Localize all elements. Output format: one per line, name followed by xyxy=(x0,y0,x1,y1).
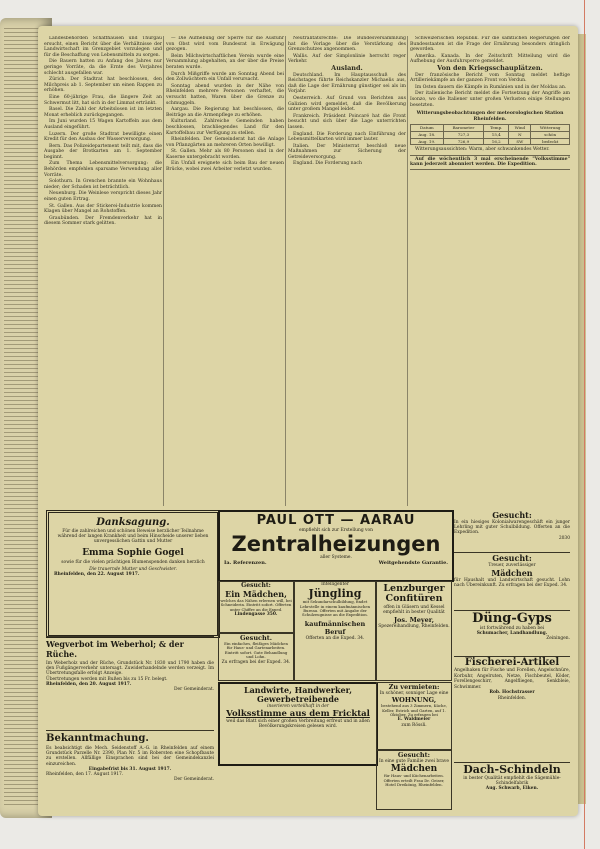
article-paragraph: Kulturland. Zahlreiche Gemeinden haben beschlossen, brachliegendes Land für den Kartoffelbau zur Verfügung zu stellen. xyxy=(166,119,284,136)
ad-gesucht-lehrling xyxy=(454,510,570,550)
ad-title: Wegverbot im Weberhol; & der Rüche. xyxy=(46,639,184,659)
ad-title: Gesucht: xyxy=(241,582,271,589)
ad-text: In schöner, sonniger Lage eine xyxy=(379,691,449,696)
ad-name: Rob. Hochstrasser xyxy=(489,690,535,696)
column-rule xyxy=(407,36,408,506)
table-header: Barometer xyxy=(443,125,483,132)
ad-reference: Rheinfelden. xyxy=(497,695,527,701)
column-rule xyxy=(285,36,286,506)
article-paragraph: Amerika. Kanada. In der Zeitschrift Mitteilung wird die Aufhebung der Ausfuhrsperre gemeldet. xyxy=(410,53,570,65)
ad-reference: Lindengasse 350. xyxy=(234,612,278,618)
ad-headline: Jüngling xyxy=(308,587,362,601)
table-cell: 726,9 xyxy=(443,138,483,145)
article-paragraph: Schweizerischen Republik. Für die sämtlichen Regierungen der Bundesstaaten ist die Frage der Ernährung besonders dringlich geworden. xyxy=(410,36,570,53)
subscription-notice: Auf die wöchentlich 3 mal erscheinende "Volksstimme" kann jederzeit abonniert werden. Die Expedition. xyxy=(410,155,570,170)
ad-text: Angelhaken für Fische und Forellen, Angelschnüre, Korbuhr, Angelruten, Netze, Fischbeutel, Köder, Forellengeschirr, Angelfliegen, Senkbleie, Schwimmer. xyxy=(454,668,570,690)
article-paragraph: Wallis. Auf der Simplonlinie herrscht reger Verkehr. xyxy=(288,53,406,65)
article-continuation: England. Die Forderung nach xyxy=(293,161,362,167)
weather-forecast: Witterungsaussichten: Warm, aber schwankendes Wetter. xyxy=(415,147,550,153)
ad-headline: Dach-Schindeln xyxy=(463,763,561,776)
article-column-4 xyxy=(410,36,570,506)
article-paragraph: Ein Unfall ereignete sich beim Bau der neuen Brücke, wobei zwei Arbeiter verletzt wurden. xyxy=(166,161,284,173)
ad-fischerei-artikel xyxy=(454,656,570,761)
article-paragraph: — Die Aufhebung der Sperre für die Ausfuhr von Obst wird vom Bundesrat in Erwägung gezogen. xyxy=(166,36,284,53)
ad-headline: Volksstimme aus dem Fricktal xyxy=(226,709,370,720)
ad-title: Gesucht: xyxy=(492,510,532,520)
ad-danksagung xyxy=(46,510,220,638)
ad-name: Jos. Meyer, xyxy=(393,616,435,625)
column-rule xyxy=(163,36,164,506)
ad-text: sowie für die vielen prächtigen Blumenspenden danken herzlich xyxy=(61,559,205,565)
ad-text: für Haus- und Küchenarbeiten. Offerten erteilt Frau Dr. Geiser, Hotel Dreikönig, Rheinfelden. xyxy=(383,773,445,788)
ad-text: Treuer, zuverlässiger xyxy=(488,563,536,568)
ad-reference: Zeiningen. xyxy=(546,636,570,642)
ad-reference: zum Rössli. xyxy=(401,722,427,728)
article-paragraph: Oesterreich. Auf Grund von Berichten aus Galizien wird gemeldet, daß die Bevölkerung unter großem Mangel leidet. xyxy=(288,95,406,113)
ad-reference: Zu erfragen bei der Exped. 34. xyxy=(221,659,291,665)
ad-headline: Mädchen xyxy=(491,568,533,579)
article-paragraph: Basel. Die Zahl der Arbeitslosen ist im letzten Monat erheblich zurückgegangen. xyxy=(44,107,162,118)
article-paragraph: England. Die Forderung nach Einführung der Lebensmittelkarten wird immer lauter. xyxy=(288,131,406,143)
ad-text: welches das Nähen erlernen will, bei Schneiderin. Eintritt sofort. Offerten unter Chiffre an die Exped. xyxy=(220,598,292,612)
article-paragraph: Landesbehörden Schaffhausen und Thurgau ersucht, einen Bericht über die Verhältnisse der Landwirtschaft im Grenzgebiet vorzulegen und für die Beschaffung von Lebensmitteln zu sorgen. xyxy=(44,36,162,58)
article-paragraph: Neuenburg. Die Weinlese verspricht dieses Jahr einen guten Ertrag. xyxy=(44,191,162,203)
ad-text: Es beabsichtigt die Mech. Seidenstoff A.-G. in Rheinfelden auf einem Grundstück Parzelle Nr. 2390, Plan Nr. 5 im Robersten eine Schopfbaute zu erstellen. Allfällige Einsprachen sind bei der Gemeindekanzlei einzureichen. xyxy=(46,746,214,767)
ad-text: aller Systeme. xyxy=(320,555,352,561)
ad-text: Für die zahlreichen und schönen Beweise herzlicher Teilnahme während der langen Krankheit und beim Hinscheide unserer lieben unvergesslichen Gattin und Mutter xyxy=(57,529,209,545)
article-paragraph: Graubünden. Der Fremdenverkehr hat in diesem Sommer stark gelitten. xyxy=(44,215,162,227)
ad-title: Gesucht. xyxy=(239,634,273,642)
weather-table xyxy=(410,124,570,145)
ad-text: bestehend aus 3 Zimmern, Küche, Keller, Estrich und Garten, auf 1. Oktober. Zu erfragen bei xyxy=(381,703,447,718)
ad-text: empfiehlt sich zur Erstellung von xyxy=(298,528,373,533)
section-heading-ausland: Ausland. xyxy=(331,63,363,72)
ad-place-date: Rheinfelden, den 20. August 1917. xyxy=(46,681,132,687)
ad-company-name: PAUL OTT — AARAU xyxy=(256,513,416,528)
ad-title: Zu vermieten: xyxy=(388,683,440,691)
article-paragraph: Italien. Der Ministerrat beschloß neue Maßnahmen zur Sicherung der Getreideversorgung. xyxy=(288,143,406,160)
article-paragraph: Solothurn. In Grenchen brannte ein Wohnhaus nieder; der Schaden ist beträchtlich. xyxy=(44,179,162,190)
ad-text: ist fortwährend zu haben bei xyxy=(479,626,545,631)
article-paragraph: Der italienische Bericht meldet die Fortsetzung der Angriffe am Isonzo, wo die Italiener unter großen Verlusten einige Stellungen besetzten. xyxy=(410,91,570,108)
table-header: Datum xyxy=(411,125,444,132)
ad-text: inserieren vorteilhaft in der xyxy=(267,704,329,709)
ad-reference: Offerten an die Exped. 34. xyxy=(305,635,365,641)
table-cell: 16,2 xyxy=(484,138,509,145)
ad-text: mit Sekundarschulbildung, findet Lehrstelle in einem kaufmännischen Bureau. Offerten mit Angabe der Schulzeugnisse an die Expedition. xyxy=(299,599,371,618)
ad-landwirte-volksstimme xyxy=(218,682,378,766)
ad-name: E. Waldmeier xyxy=(397,717,431,723)
ad-mourner: Die trauernde Mutter und Geschwister. xyxy=(89,566,177,572)
ad-wegverbot xyxy=(46,636,214,729)
article-paragraph: Bern. Das Polizeidepartement teilt mit, dass die Ausgabe der Brotkarten am 1. September beginnt. xyxy=(44,143,162,160)
article-paragraph: Luzern. Der große Stadtrat bewilligte einen Kredit für den Ausbau der Wasserversorgung. xyxy=(44,131,162,143)
table-row xyxy=(411,131,570,138)
ad-headline: Düng-Gyps xyxy=(472,611,552,626)
ad-signature: Der Gemeinderat. xyxy=(174,777,214,783)
ad-text: offen in Gläsern und Kessel empfiehlt in bester Qualität xyxy=(383,605,445,616)
ad-paul-ott xyxy=(218,510,454,582)
ad-name: Aug. Schwarb, Eiken. xyxy=(485,786,539,792)
table-header: Wind xyxy=(509,125,531,132)
ad-title: Gesucht: xyxy=(397,751,431,759)
article-paragraph: Im Osten dauern die Kämpfe in Rumänien und in der Moldau an. xyxy=(415,84,567,90)
ad-zu-vermieten xyxy=(376,682,452,750)
ad-lenzburger-confitueren xyxy=(376,581,452,681)
article-paragraph: Zum Thema Lebensmittelversorgung: die Behörden empfehlen sparsame Verwendung aller Vorräte. xyxy=(44,161,162,178)
article-paragraph: Die Bauern hatten zu Anfang des Jahres nur geringe Vorräte, da die Ernte des Vorjahres schlecht ausgefallen war. xyxy=(44,59,162,76)
ad-text: In eine gute Familie zwei brave xyxy=(379,759,449,764)
ad-headline: Landwirte, Handwerker, Gewerbetreibende xyxy=(243,685,353,704)
ad-deadline: Eingabefrist bis 31. August 1917. xyxy=(88,766,172,772)
ad-bekanntmachung xyxy=(46,730,214,811)
ad-reference: 2030 xyxy=(558,535,570,541)
ad-headline: Fischerei-Artikel xyxy=(464,657,560,668)
article-paragraph: Sonntag abend wurden in der Nähe von Rheinfelden mehrere Personen verhaftet, die versucht hatten, Waren über die Grenze zu schmuggeln. xyxy=(166,83,284,106)
ad-text: Übertretungen werden mit Bußen bis zu 15 Fr. belegt. xyxy=(46,676,168,682)
table-cell: Aug. 18. xyxy=(411,131,444,138)
article-paragraph: Durch Mißgriffe wurde am Sonntag Abend bei den Zollwächtern ein Unfall verursacht. xyxy=(166,71,284,83)
ad-title: Bekanntmachung. xyxy=(46,733,149,744)
ad-signature: Der Gemeinderat. xyxy=(174,687,214,693)
article-paragraph: Rheinfelden. Der Gemeinderat hat die Anlage von Pflanzgärten an mehreren Orten bewilligt. xyxy=(166,137,284,148)
ad-juengling xyxy=(294,581,376,681)
ad-dach-schindeln xyxy=(454,762,570,811)
ad-headline: WOHNUNG, xyxy=(391,696,437,705)
article-paragraph: Aargau. Die Regierung hat beschlossen, die Beiträge an die Armenpflege zu erhöhen. xyxy=(166,107,284,118)
ad-text: In ein hiesiges Kolonialwarengeschäft ein junger Lehrling mit guter Schulbildung. Offerten an die Expedition. xyxy=(454,520,570,536)
article-paragraph: Deutschland. Im Hauptausschuß des Reichstages führte Reichskanzler Michaelis aus, daß die Lage der Ernährung günstiger sei als im Vorjahr. xyxy=(288,72,406,95)
table-header: Temp. xyxy=(484,125,509,132)
table-cell: 727,3 xyxy=(443,131,483,138)
ad-duenggyps xyxy=(454,610,570,655)
ad-text: für Haushalt und Landwirtschaft gesucht. Lohn nach Übereinkunft. Zu erfragen bei der Exped. 34. xyxy=(454,578,570,589)
article-column-3 xyxy=(288,36,406,506)
article-paragraph: Eine 60-jährige Frau, die längere Zeit an Schwermut litt, hat sich in der Limmat ertränkt. xyxy=(44,94,162,106)
ad-name: Emma Sophie Gogel xyxy=(82,547,184,558)
ad-headline: Mädchen xyxy=(390,764,438,775)
table-cell: 15,4 xyxy=(484,131,509,138)
ad-references: Ia. Referenzen. xyxy=(224,560,267,567)
weather-table-title: Witterungsbeobachtungen der meteorologischen Station Rheinfelden. xyxy=(416,111,564,122)
ad-title: Danksagung. xyxy=(96,517,170,528)
table-cell: schön xyxy=(531,131,570,138)
ad-headline: Ein Mädchen, xyxy=(225,589,287,599)
article-paragraph: St. Gallen. Aus der Stickerei-Industrie kommen Klagen über Mangel an Rohstoffen. xyxy=(44,203,162,215)
ad-text: Ein einfaches, fleißiges Mädchen für Haus- und Gartenarbeiten. Eintritt sofort. Gute Behandlung und Lohn. xyxy=(224,641,288,660)
table-header: Witterung xyxy=(531,125,570,132)
ad-headline: Lenzburger Confitüren xyxy=(383,583,445,604)
ad-name: Schumacher, Landhandlung. xyxy=(476,631,548,637)
article-column-2 xyxy=(166,36,284,506)
ad-text: Intelligenter xyxy=(321,582,349,587)
ad-title: Gesucht: xyxy=(492,553,532,563)
ad-gesucht-maedchen-naeherin xyxy=(218,581,294,633)
table-row xyxy=(411,138,570,145)
ad-text: weil das Blatt sich einer großen Verbreitung erfreut und in allen Bevölkerungskreisen gelesen wird. xyxy=(226,719,370,730)
section-heading-kriegsschauplatz: Von den Kriegsschauplätzen. xyxy=(437,63,543,72)
article-paragraph: Zürich. Der Stadtrat hat beschlossen, den Milchpreis ab 1. September um einen Rappen zu erhöhen. xyxy=(44,77,162,94)
table-cell: N xyxy=(509,131,531,138)
article-paragraph: St. Gallen. Mehr als 80 Personen sind in der Kaserne untergebracht worden. xyxy=(166,149,284,160)
article-paragraph: Neutralitätsrechte: Die Bundesversammlung hat die Vorlage über die Verstärkung des Grenzschutzes angenommen. xyxy=(288,36,406,53)
table-cell: SW xyxy=(509,138,531,145)
table-cell: bedeckt xyxy=(531,138,570,145)
scan-border-line xyxy=(584,0,585,849)
article-paragraph: Frankreich. Präsident Poincaré hat die Front besucht und sich über die Lage unterrichten lassen. xyxy=(288,113,406,130)
article-column-1 xyxy=(44,36,162,506)
ad-gesucht-zwei-maedchen xyxy=(376,750,452,810)
table-cell: Aug. 19. xyxy=(411,138,444,145)
ad-headline: Zentralheizungen xyxy=(231,532,441,557)
ad-text: Im Weberholz und der Rüche, Grundstück Nr. 1830 und 1790 haben die den Fußgängerverkehr untersagt. Zuwiderhandelnde werden verzeigt. Im Übertretungsfalle erfolgt Anzeige. xyxy=(46,661,214,677)
article-paragraph: Beim Milchwirtschaftlichen Verein wurde eine Versammlung abgehalten, an der über die Preise beraten wurde. xyxy=(166,53,284,70)
ad-headline: kaufmännischen Beruf xyxy=(304,619,366,636)
ad-guarantee: Weitgehendste Garantie. xyxy=(378,560,448,567)
newspaper-page xyxy=(38,26,578,816)
article-paragraph: Der französische Bericht vom Sonntag meldet heftige Artilleriekämpfe an der ganzen Front von Verdun. xyxy=(410,72,570,84)
article-paragraph: Im Juni wurden 15 Wagen Kartoffeln aus dem Ausland eingeführt. xyxy=(44,119,162,130)
ad-place-date: Rheinfelden, den 17. August 1917. xyxy=(46,772,124,778)
ad-reference: Spezereihandlung, Rheinfelden. xyxy=(378,624,450,630)
ad-gesucht-treuer-maedchen xyxy=(454,552,570,609)
ad-text: in bester Qualität empfiehlt die Sägemühle-Schindelfabrik xyxy=(463,776,561,787)
ad-gesucht-einfaches-maedchen xyxy=(218,633,294,681)
ad-place-date: Rheinfelden, den 22. August 1917. xyxy=(54,572,140,578)
